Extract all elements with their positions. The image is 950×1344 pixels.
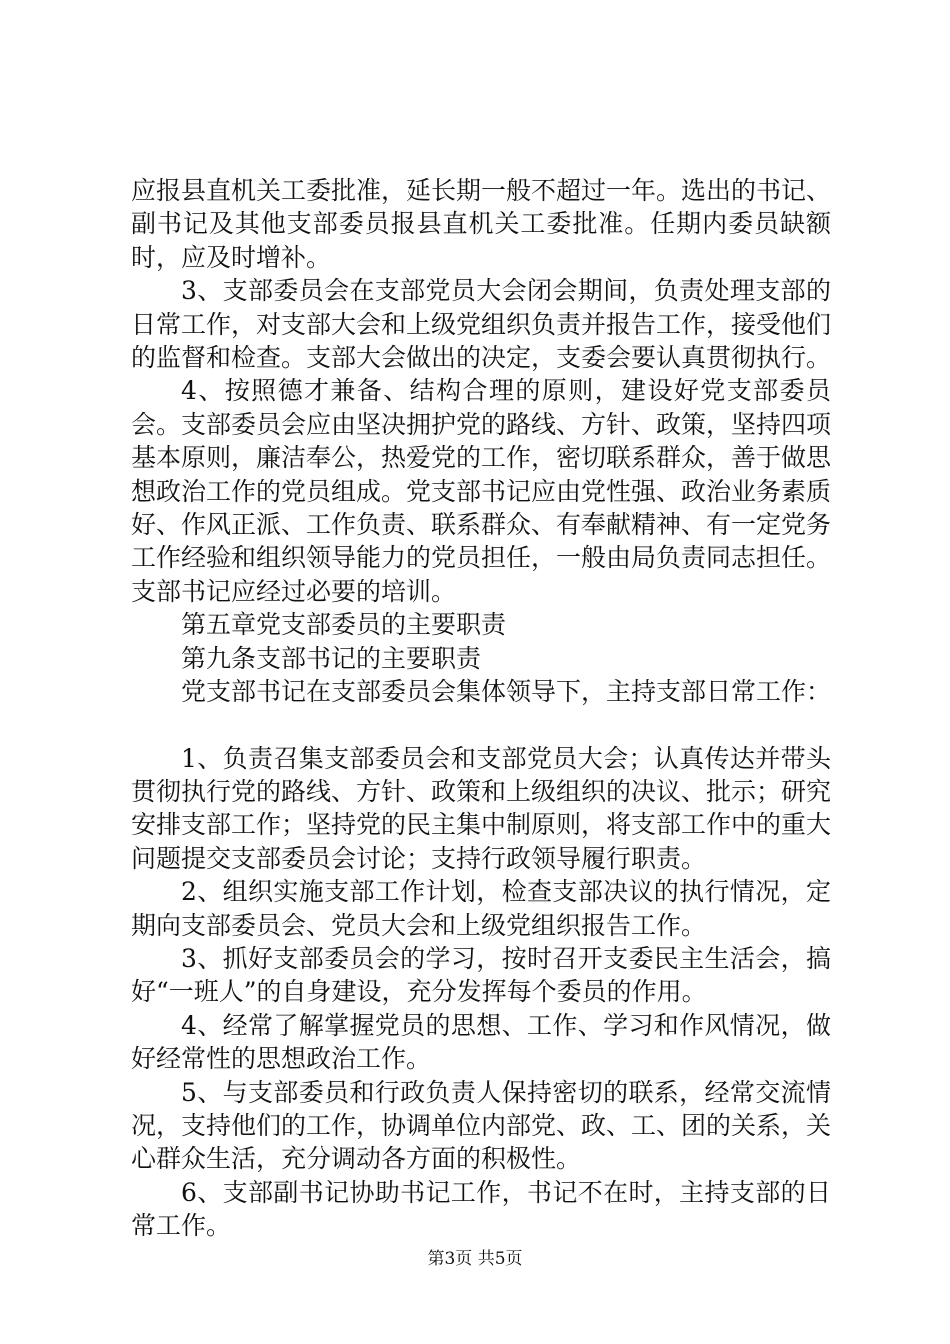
article-heading: 第九条支部书记的主要职责 — [181, 643, 482, 673]
paragraph-intro: 党支部书记在支部委员会集体领导下，主持支部日常工作： — [181, 677, 832, 707]
paragraph-continuation: 应报县直机关工委批准，延长期一般不超过一年。选出的书记、副书记及其他支部委员报县直机关工委批准。任期内委员缺额时，应及时增补。 — [131, 176, 832, 272]
paragraph-item-3: 3、支部委员会在支部党员大会闭会期间，负责处理支部的日常工作，对支部大会和上级党组织负责并报告工作，接受他们的监督和检查。支部大会做出的决定，支委会要认真贯彻执行。 — [131, 276, 832, 373]
chapter-heading: 第五章党支部委员的主要职责 — [181, 610, 507, 640]
document-body — [131, 174, 831, 1243]
paragraph-item-4: 4、按照德才兼备、结构合理的原则，建设好党支部委员会。支部委员会应由坚决拥护党的路线、方针、政策，坚持四项基本原则，廉洁奉公，热爱党的工作，密切联系群众，善于做思想政治工作的党员组成。党支部书记应由党性强、政治业务素质好、作风正派、工作负责、联系群众、有奉献精神、有一定党务工作经验和组织领导能力的党员担任，一般由局负责同志担任。支部书记应经过必要的培训。 — [131, 376, 832, 606]
duty-item-3: 3、抓好支部委员会的学习，按时召开支委民主生活会，搞好“一班人”的自身建设，充分发挥每个委员的作用。 — [131, 943, 831, 1007]
page-number-footer: 第3页 共5页 — [427, 1249, 523, 1269]
duty-item-2: 2、组织实施支部工作计划，检查支部决议的执行情况，定期向支部委员会、党员大会和上级党组织报告工作。 — [131, 877, 831, 940]
duty-item-6: 6、支部副书记协助书记工作，书记不在时，主持支部的日常工作。 — [131, 1177, 831, 1241]
duty-item-4: 4、经常了解掌握党员的思想、工作、学习和作风情况，做好经常性的思想政治工作。 — [131, 1010, 831, 1074]
duty-item-5: 5、与支部委员和行政负责人保持密切的联系，经常交流情况，支持他们的工作，协调单位内部党、政、工、团的关系，关心群众生活，充分调动各方面的积极性。 — [131, 1077, 832, 1174]
duty-item-1: 1、负责召集支部委员会和支部党员大会；认真传达并带头贯彻执行党的路线、方针、政策和上级组织的决议、批示；研究安排支部工作；坚持党的民主集中制原则，将支部工作中的重大问题提交支部委员会讨论；支持行政领导履行职责。 — [131, 743, 832, 873]
